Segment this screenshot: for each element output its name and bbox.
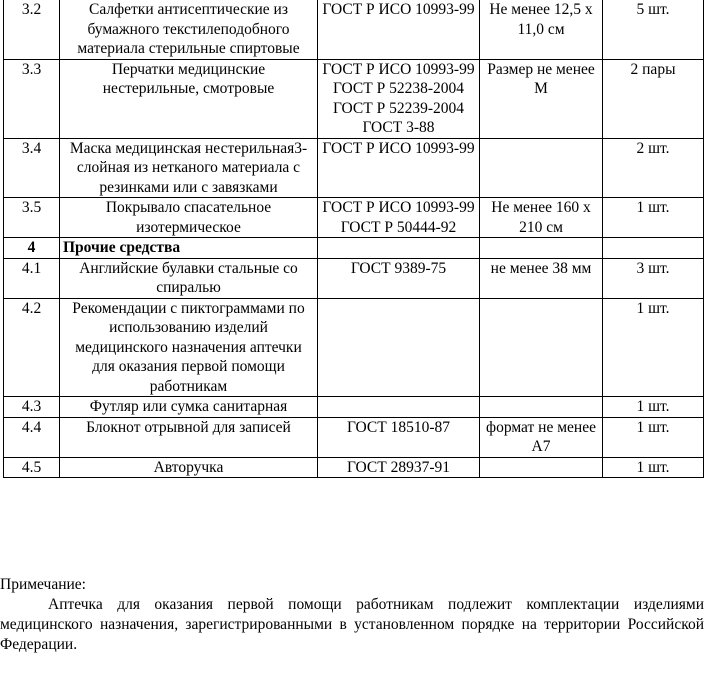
item-name: Маска медицинская нестерильная3-слойная из нетканого материала с резинками или с завязками <box>60 138 318 198</box>
row-number: 4.2 <box>4 298 60 397</box>
table-row <box>4 138 704 198</box>
row-number: 3.2 <box>4 0 60 59</box>
item-name: Футляр или сумка санитарная <box>60 397 318 418</box>
quantity-cell: 2 шт. <box>603 138 704 198</box>
row-number: 3.3 <box>4 59 60 138</box>
table-row <box>4 397 704 418</box>
standard-cell <box>318 138 480 198</box>
requirement-cell <box>480 397 603 418</box>
row-number: 4.4 <box>4 417 60 457</box>
quantity-cell: 1 шт. <box>603 198 704 238</box>
table-row <box>4 457 704 478</box>
quantity-cell: 2 пары <box>603 59 704 138</box>
requirement-cell: не менее 38 мм <box>480 258 603 298</box>
requirement-cell: формат не менее А7 <box>480 417 603 457</box>
row-number: 4.3 <box>4 397 60 418</box>
row-number: 3.5 <box>4 198 60 238</box>
standard-ref: ГОСТ 18510-87 <box>346 418 451 436</box>
row-number: 4.1 <box>4 258 60 298</box>
table-body <box>4 0 704 478</box>
standard-ref: ГОСТ 9389-75 <box>350 259 447 277</box>
standard-cell <box>318 198 480 238</box>
note-block <box>0 575 704 655</box>
requirement-cell <box>480 457 603 478</box>
table-row <box>4 298 704 397</box>
standard-ref: ГОСТ Р 50444-92 <box>340 218 457 236</box>
requirement-cell: Не менее 12,5 х 11,0 см <box>480 0 603 59</box>
standard-ref: ГОСТ 28937-91 <box>346 458 451 476</box>
requirement-cell <box>480 138 603 198</box>
requirement-cell: Размер не менее М <box>480 59 603 138</box>
item-name: Блокнот отрывной для записей <box>60 417 318 457</box>
item-name: Перчатки медицинские нестерильные, смотровые <box>60 59 318 138</box>
standard-cell <box>318 397 480 418</box>
item-name: Английские булавки стальные со спиралью <box>60 258 318 298</box>
standard-cell <box>318 417 480 457</box>
item-name: Рекомендации с пиктограммами по использованию изделий медицинского назначения аптечки для оказания первой помощи работникам <box>60 298 318 397</box>
row-number: 4.5 <box>4 457 60 478</box>
item-name: Авторучка <box>60 457 318 478</box>
table-row <box>4 258 704 298</box>
empty-cell <box>603 238 704 259</box>
quantity-cell: 1 шт. <box>603 298 704 397</box>
standard-ref: ГОСТ Р ИСО 10993-99 <box>322 1 475 18</box>
quantity-cell: 1 шт. <box>603 417 704 457</box>
standard-cell <box>318 258 480 298</box>
section-title: Прочие средства <box>60 238 318 259</box>
quantity-cell: 3 шт. <box>603 258 704 298</box>
empty-cell <box>480 238 603 259</box>
table-row <box>4 0 704 59</box>
standard-ref: ГОСТ 3-88 <box>362 119 435 136</box>
quantity-cell: 1 шт. <box>603 457 704 478</box>
section-number: 4 <box>4 238 60 259</box>
items-table-container <box>3 0 703 478</box>
quantity-cell: 1 шт. <box>603 397 704 418</box>
standard-cell <box>318 298 480 397</box>
empty-cell <box>318 238 480 259</box>
note-text: Аптечка для оказания первой помощи работникам подлежит комплектации изделиями медицинского назначения, зарегистрированными в установленном порядке на территории Российской Федерации. <box>0 595 704 653</box>
requirement-cell <box>480 298 603 397</box>
standard-ref: ГОСТ Р ИСО 10993-99 <box>322 199 475 216</box>
first-aid-kit-table <box>3 0 704 478</box>
quantity-cell: 5 шт. <box>603 0 704 59</box>
standard-cell <box>318 59 480 138</box>
table-row <box>4 59 704 138</box>
standard-ref: ГОСТ Р ИСО 10993-99 <box>322 139 475 157</box>
row-number: 3.4 <box>4 138 60 198</box>
item-name: Салфетки антисептические из бумажного текстилеподобного материала стерильные спиртовые <box>60 0 318 59</box>
item-name: Покрывало спасательное изотермическое <box>60 198 318 238</box>
table-row <box>4 198 704 238</box>
standard-ref: ГОСТ Р 52239-2004 <box>332 99 465 117</box>
standard-cell <box>318 0 480 59</box>
standard-cell <box>318 457 480 478</box>
table-row <box>4 417 704 457</box>
standard-ref: ГОСТ Р 52238-2004 <box>332 80 465 97</box>
note-heading: Примечание: <box>0 576 86 593</box>
standard-ref: ГОСТ Р ИСО 10993-99 <box>322 60 475 78</box>
section-row <box>4 238 704 259</box>
requirement-cell: Не менее 160 х 210 см <box>480 198 603 238</box>
